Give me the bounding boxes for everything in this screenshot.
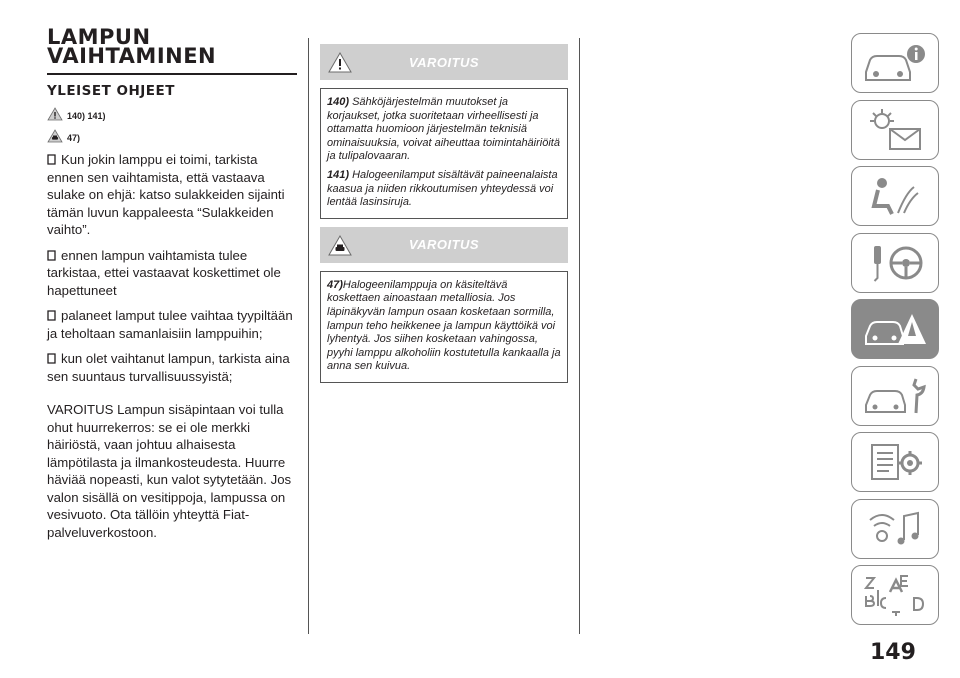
- tab-safety[interactable]: [851, 166, 939, 226]
- list-item: [47, 247, 297, 300]
- warning-reference: [47, 107, 297, 121]
- bullet-icon: [47, 353, 56, 364]
- title-line-1: LAMPUN: [47, 25, 151, 49]
- caution-item: [327, 279, 561, 374]
- caution-box-header: [320, 227, 568, 263]
- tab-technical-specifications[interactable]: [851, 432, 939, 492]
- warning-box-body: [320, 88, 568, 219]
- list-item: [47, 307, 297, 342]
- title-divider: [47, 73, 297, 75]
- bullet-icon: [47, 310, 56, 321]
- warning-ref-numbers: 140) 141): [67, 111, 106, 121]
- list-item: [47, 350, 297, 385]
- list-item-text: ennen lampun vaihtamista tulee tarkistaa, ettei vastaavat koskettimet ole hapettuneet: [47, 247, 281, 298]
- car-caution-icon: [328, 235, 352, 256]
- chapter-tabs: [851, 33, 939, 632]
- tab-warning-lights[interactable]: [851, 100, 939, 160]
- warning-triangle-icon: [47, 107, 63, 121]
- section-title: [47, 25, 297, 68]
- tab-index[interactable]: [851, 565, 939, 625]
- list-item-text: kun olet vaihtanut lampun, tarkista aina sen suuntaus turvallisuussyistä;: [47, 351, 290, 384]
- column-divider-right: [579, 38, 580, 634]
- key-steering-wheel-icon: [860, 240, 930, 286]
- list-item: [47, 151, 297, 239]
- tab-starting-driving[interactable]: [851, 233, 939, 293]
- warning-lights-mail-icon: [860, 107, 930, 153]
- warning-box-title: VAROITUS: [408, 54, 480, 70]
- page-number: 149: [870, 640, 916, 665]
- warning-item-number: 140): [327, 96, 350, 108]
- alphabetical-index-icon: [860, 572, 930, 618]
- bullet-icon: [47, 154, 56, 165]
- car-wrench-icon: [860, 373, 930, 419]
- tab-servicing-care[interactable]: [851, 366, 939, 426]
- warning-triangle-icon: [328, 52, 352, 73]
- warning-item-text: Sähköjärjestelmän muutokset ja korjaukset, jotka suoritetaan virheellisesti ja ottamatta huomioon järjestelmän teknisiä ominaisuuksia, voivat aiheuttaa toimintahäiriöitä ja tulipalovaaran.: [327, 96, 560, 163]
- warnings-column: [320, 44, 568, 383]
- breakdown-warning-icon: [860, 306, 930, 352]
- caution-ref-numbers: 47): [67, 133, 81, 143]
- bullet-icon: [47, 250, 56, 261]
- warning-item-text: Halogeenilamput sisältävät paineenalaista kaasua ja niiden rikkoutumisen yhteydessä voi lentää lasinsiruja.: [327, 168, 558, 209]
- caution-box-body: [320, 271, 568, 383]
- warning-box-header: [320, 44, 568, 80]
- column-divider-left: [308, 38, 309, 634]
- warning-item-number: 141): [327, 168, 350, 181]
- caution-box-title: VAROITUS: [408, 237, 480, 253]
- car-info-icon: [860, 40, 930, 86]
- tab-multimedia[interactable]: [851, 499, 939, 559]
- seat-airbag-icon: [860, 173, 930, 219]
- list-item-text: palaneet lamput tulee vaihtaa tyypiltään ja teholtaan samanlaisiin lamppuihin;: [47, 308, 293, 341]
- title-line-2: VAIHTAMINEN: [47, 44, 217, 68]
- subsection-title: YLEISET OHJEET: [47, 83, 175, 99]
- warning-item: [327, 96, 561, 164]
- multimedia-music-icon: [860, 506, 930, 552]
- main-column: [47, 25, 297, 541]
- warning-item: [327, 169, 561, 210]
- specs-gear-icon: [860, 439, 930, 485]
- tab-in-an-emergency[interactable]: [851, 299, 939, 359]
- caution-reference: [47, 129, 297, 143]
- tab-getting-to-know-car[interactable]: [851, 33, 939, 93]
- list-item-text: Kun jokin lamppu ei toimi, tarkista ennen sen vaihtamista, että vastaava sulake on ehjä: katso sulakkeiden sijainti tämän luvun kappaleesta “Sulakkeiden vaihto”.: [47, 152, 285, 237]
- car-caution-icon: [47, 129, 63, 143]
- caution-item-text: Halogeenilamppuja on käsiteltävä koskettaen ainoastaan metalliosia. Jos läpinäkyvän lampun osaan kosketaan sormilla, lampun teho heikkenee ja lampun käyttöikä voi lyhentyä. Jos siihen kosketaan vahingossa, pyyhi lamppu alkoholiin kostutetulla kankaalla ja anna sen kuivua.: [327, 278, 561, 373]
- condensation-note: VAROITUS Lampun sisäpintaan voi tulla ohut huurrekerros: se ei ole merkki häiriöstä, vaan johtuu alhaisesta lämpötilasta ja ilmankosteudesta. Huurre häviää nopeasti, kun valot sytytetään. Jos valon sisällä on vesitippoja, lampussa on vesivuoto. Ota tällöin yhteyttä Fiat-palveluverkostoon.: [47, 402, 292, 540]
- caution-item-number: 47): [327, 278, 343, 291]
